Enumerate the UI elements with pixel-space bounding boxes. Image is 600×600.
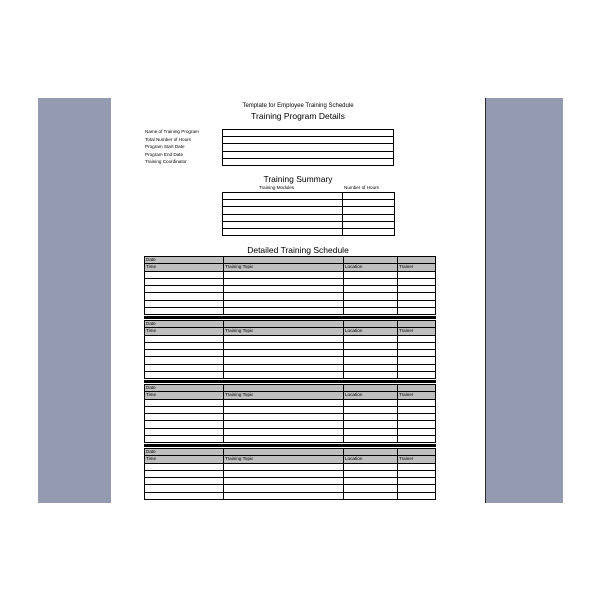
summary-table: [222, 192, 395, 236]
summary-cell[interactable]: [343, 193, 395, 200]
schedule-cell[interactable]: [224, 308, 344, 315]
col-trainer: Trainer: [398, 264, 436, 271]
schedule-cell[interactable]: [145, 414, 224, 421]
schedule-cell[interactable]: [224, 372, 344, 379]
col-trainer: Trainer: [398, 456, 436, 463]
summary-col-hours: Number of Hours: [344, 185, 379, 190]
schedule-cell[interactable]: [344, 492, 398, 499]
summary-cell[interactable]: [223, 228, 343, 235]
summary-cell[interactable]: [343, 207, 395, 214]
schedule-cell[interactable]: [224, 271, 344, 278]
schedule-cell[interactable]: [145, 364, 224, 371]
schedule-cell[interactable]: [344, 485, 398, 492]
col-trainer: Trainer: [398, 392, 436, 399]
schedule-cell[interactable]: [224, 428, 344, 435]
schedule-cell[interactable]: [224, 293, 344, 300]
schedule-cell[interactable]: [398, 399, 436, 406]
schedule-cell[interactable]: [344, 406, 398, 413]
col-location: Location: [344, 328, 398, 335]
schedule-cell[interactable]: [398, 478, 436, 485]
summary-col-modules: Training Modules: [259, 185, 295, 190]
schedule-heading: Detailed Training Schedule: [247, 245, 349, 255]
schedule-cell[interactable]: [145, 286, 224, 293]
summary-cell[interactable]: [343, 214, 395, 221]
col-location: Location: [344, 264, 398, 271]
schedule-cell[interactable]: [224, 470, 344, 477]
schedule-cell[interactable]: [398, 335, 436, 342]
schedule-cell[interactable]: [224, 300, 344, 307]
col-time: Time: [145, 392, 224, 399]
schedule-cell[interactable]: [344, 470, 398, 477]
schedule-cell[interactable]: [224, 492, 344, 499]
schedule-cell[interactable]: [398, 300, 436, 307]
schedule-cell[interactable]: [145, 293, 224, 300]
schedule-cell[interactable]: [344, 357, 398, 364]
schedule-cell[interactable]: [398, 350, 436, 357]
schedule-cell[interactable]: [145, 478, 224, 485]
details-cell[interactable]: [223, 144, 394, 151]
page-right-edge: [485, 98, 486, 503]
schedule-cell[interactable]: [344, 421, 398, 428]
schedule-block-1: [144, 256, 436, 315]
schedule-cell[interactable]: [145, 300, 224, 307]
details-cell[interactable]: [223, 151, 394, 158]
schedule-cell[interactable]: [145, 436, 224, 443]
schedule-cell[interactable]: [145, 492, 224, 499]
summary-cell[interactable]: [223, 207, 343, 214]
schedule-cell[interactable]: [344, 293, 398, 300]
schedule-cell[interactable]: [224, 421, 344, 428]
schedule-cell[interactable]: [224, 399, 344, 406]
summary-cell[interactable]: [343, 221, 395, 228]
schedule-cell[interactable]: [145, 357, 224, 364]
schedule-cell[interactable]: [398, 463, 436, 470]
details-cell[interactable]: [223, 158, 394, 165]
details-label: Total Number of Hours: [145, 136, 191, 142]
schedule-cell[interactable]: [145, 463, 224, 470]
schedule-cell[interactable]: [224, 278, 344, 285]
section-divider: [144, 380, 436, 383]
schedule-cell[interactable]: [344, 364, 398, 371]
details-label: Program Start Date: [145, 144, 185, 149]
schedule-cell[interactable]: [224, 364, 344, 371]
schedule-cell[interactable]: [398, 436, 436, 443]
schedule-cell[interactable]: [398, 421, 436, 428]
schedule-cell[interactable]: [398, 364, 436, 371]
details-cell[interactable]: [223, 137, 394, 144]
col-time: Time: [145, 264, 224, 271]
schedule-cell[interactable]: [224, 414, 344, 421]
schedule-cell[interactable]: [224, 406, 344, 413]
schedule-cell[interactable]: [398, 278, 436, 285]
schedule-cell[interactable]: [145, 278, 224, 285]
schedule-cell[interactable]: [398, 308, 436, 315]
schedule-block-2: [144, 320, 436, 379]
schedule-cell[interactable]: [344, 463, 398, 470]
schedule-cell[interactable]: [398, 470, 436, 477]
schedule-cell[interactable]: [398, 342, 436, 349]
schedule-cell[interactable]: [398, 372, 436, 379]
schedule-cell[interactable]: [145, 428, 224, 435]
schedule-cell[interactable]: [224, 350, 344, 357]
schedule-cell[interactable]: [145, 335, 224, 342]
schedule-cell[interactable]: [344, 478, 398, 485]
schedule-cell[interactable]: [344, 335, 398, 342]
summary-cell[interactable]: [343, 228, 395, 235]
summary-heading: Training Summary: [263, 174, 333, 184]
schedule-cell[interactable]: [344, 300, 398, 307]
details-label: Training Coordinator: [145, 159, 187, 164]
col-time: Time: [145, 328, 224, 335]
schedule-cell[interactable]: [344, 286, 398, 293]
schedule-cell[interactable]: [398, 286, 436, 293]
schedule-cell[interactable]: [224, 478, 344, 485]
schedule-cell[interactable]: [344, 278, 398, 285]
section-divider: [144, 444, 436, 447]
left-gray-panel: [38, 98, 111, 503]
schedule-cell[interactable]: [145, 308, 224, 315]
schedule-cell[interactable]: [398, 492, 436, 499]
document-title: Template for Employee Training Schedule: [242, 103, 354, 109]
schedule-cell[interactable]: [398, 271, 436, 278]
schedule-cell[interactable]: [145, 421, 224, 428]
schedule-cell[interactable]: [344, 372, 398, 379]
schedule-cell[interactable]: [344, 308, 398, 315]
date-cell: Date: [145, 321, 224, 328]
schedule-block-3: [144, 384, 436, 443]
schedule-cell[interactable]: [398, 485, 436, 492]
right-gray-panel: [485, 98, 563, 503]
schedule-cell[interactable]: [224, 357, 344, 364]
schedule-cell[interactable]: [145, 342, 224, 349]
details-cell[interactable]: [223, 130, 394, 137]
col-time: Time: [145, 456, 224, 463]
col-trainer: Trainer: [398, 328, 436, 335]
date-cell: Date: [145, 257, 224, 264]
schedule-cell[interactable]: [224, 463, 344, 470]
schedule-cell[interactable]: [145, 470, 224, 477]
schedule-cell[interactable]: [145, 350, 224, 357]
schedule-cell[interactable]: [344, 342, 398, 349]
schedule-cell[interactable]: [344, 399, 398, 406]
summary-cell[interactable]: [223, 200, 343, 207]
schedule-cell[interactable]: [344, 271, 398, 278]
schedule-cell[interactable]: [224, 485, 344, 492]
col-topic: Training Topic: [224, 456, 344, 463]
schedule-cell[interactable]: [145, 406, 224, 413]
schedule-cell[interactable]: [344, 428, 398, 435]
schedule-cell[interactable]: [145, 372, 224, 379]
schedule-cell[interactable]: [398, 414, 436, 421]
schedule-cell[interactable]: [398, 406, 436, 413]
schedule-cell[interactable]: [398, 357, 436, 364]
schedule-cell[interactable]: [145, 271, 224, 278]
col-topic: Training Topic: [224, 264, 344, 271]
col-location: Location: [344, 392, 398, 399]
details-table: [222, 129, 394, 166]
details-label: Name of Training Program: [145, 129, 199, 134]
date-cell: Date: [145, 385, 224, 392]
summary-cell[interactable]: [223, 214, 343, 221]
date-cell: Date: [145, 449, 224, 456]
col-location: Location: [344, 456, 398, 463]
col-topic: Training Topic: [224, 328, 344, 335]
schedule-cell[interactable]: [224, 342, 344, 349]
section-divider: [144, 316, 436, 319]
summary-cell[interactable]: [343, 200, 395, 207]
summary-cell[interactable]: [223, 193, 343, 200]
schedule-cell[interactable]: [224, 436, 344, 443]
schedule-cell[interactable]: [224, 335, 344, 342]
schedule-cell[interactable]: [398, 293, 436, 300]
document-page: [111, 98, 485, 503]
schedule-cell[interactable]: [344, 414, 398, 421]
details-label: Program End Date: [145, 151, 184, 157]
schedule-cell[interactable]: [344, 350, 398, 357]
schedule-cell[interactable]: [224, 286, 344, 293]
summary-cell[interactable]: [223, 221, 343, 228]
schedule-cell[interactable]: [145, 399, 224, 406]
schedule-cell[interactable]: [398, 428, 436, 435]
schedule-block-4: [144, 448, 436, 500]
col-topic: Training Topic: [224, 392, 344, 399]
details-heading: Training Program Details: [251, 111, 345, 121]
schedule-cell[interactable]: [145, 485, 224, 492]
schedule-cell[interactable]: [344, 436, 398, 443]
